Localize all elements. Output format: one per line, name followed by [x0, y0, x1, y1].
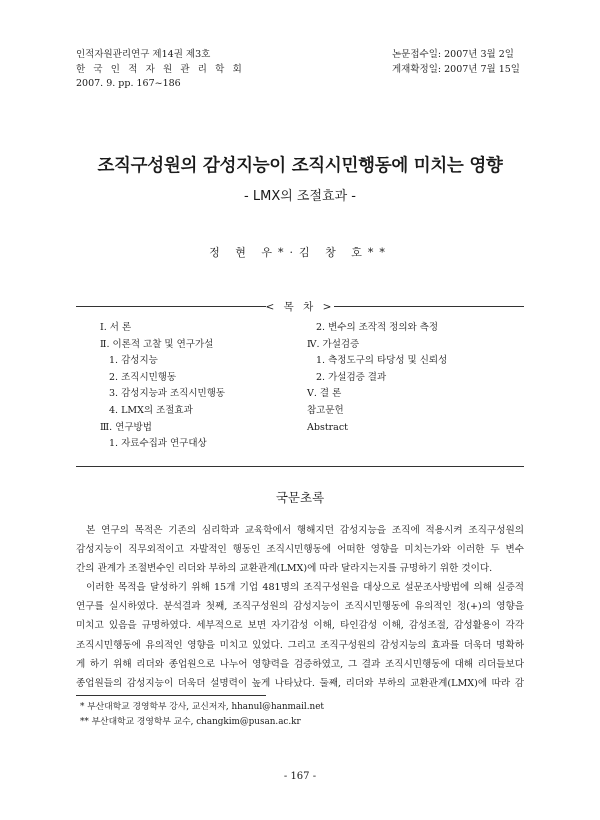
- toc-right-column: [307, 320, 447, 436]
- body-line: 본 연구의 목적은 기존의 심리학과 교육학에서 행해지던 감성지능을 조직에 적용시켜 조직구성원의: [86, 525, 524, 536]
- toc-item: Abstract: [307, 421, 348, 433]
- toc-rule-bottom: [76, 466, 524, 467]
- toc-item: 1. 자료수집과 연구대상: [109, 438, 207, 450]
- body-line: 연구를 실시하였다. 분석결과 첫째, 조직구성원의 감성지능이 조직시민행동에 유의적인 정(+)의 영향을: [76, 601, 524, 613]
- body-line: 감성지능이 직무외적이고 자발적인 행동인 조직시민행동에 어떠한 영향을 미치는가와 이러한 두 변수: [76, 544, 524, 556]
- toc-item: Ⅳ. 가설검증: [307, 338, 360, 350]
- body-line: 간의 관계가 조절변수인 리더와 부하의 교환관계(LMX)에 따라 달라지는지를 규명하기 위한 것이다.: [76, 563, 493, 575]
- footnote-second-author: ** 부산대학교 경영학부 교수, changkim@pusan.ac.kr: [80, 717, 301, 727]
- toc-left-column: [100, 320, 225, 453]
- toc-item: Ⅰ. 서 론: [100, 322, 132, 333]
- toc-item: 2. 조직시민행동: [109, 371, 177, 383]
- toc-item: 1. 감성지능: [109, 355, 158, 367]
- toc-item: Ⅱ. 이론적 고찰 및 연구가설: [100, 338, 214, 350]
- footnotes: [80, 700, 324, 730]
- toc-item: 2. 변수의 조작적 정의와 측정: [316, 322, 439, 333]
- society-name: 한 국 인 적 자 원 관 리 학 회: [76, 63, 245, 75]
- abstract-title: 국문초록: [275, 490, 325, 505]
- submission-dates: [392, 48, 520, 77]
- page-number: - 167 -: [283, 771, 317, 782]
- toc-item: 참고문헌: [307, 404, 344, 416]
- journal-info: [76, 48, 244, 92]
- journal-pages: 2007. 9. pp. 167~186: [76, 78, 181, 89]
- toc-item: 1. 측정도구의 타당성 및 신뢰성: [316, 355, 448, 367]
- toc-item: 4. LMX의 조절효과: [109, 404, 193, 416]
- body-line: 미치고 있음을 규명하였다. 세부적으로 보면 자기감성 이해, 타인감성 이해, 감성조절, 감성활용이 각각: [76, 620, 524, 632]
- authors: 정 현 우*·김 창 호**: [209, 246, 391, 259]
- accepted-date: 게재확정일: 2007년 7월 15일: [392, 63, 520, 75]
- footnote-rule: [76, 695, 266, 696]
- abstract-body: [76, 521, 524, 693]
- footnote-first-author: * 부산대학교 경영학부 강사, 교신저자, hhanul@hanmail.net: [80, 702, 324, 712]
- paper-subtitle: - LMX의 조절효과 -: [244, 189, 356, 204]
- toc-item: 2. 가설검증 결과: [316, 371, 387, 383]
- paper-title: 조직구성원의 감성지능이 조직시민행동에 미치는 영향: [97, 156, 503, 176]
- toc-heading: < 목 차 >: [265, 301, 335, 313]
- body-line: 조직시민행동에 유의적인 영향을 미치고 있었다. 그리고 조직구성원의 감성지능의 효과를 더욱더 명확하: [76, 639, 524, 651]
- toc-item: Ⅴ. 결 론: [307, 388, 342, 400]
- received-date: 논문접수일: 2007년 3월 2일: [392, 49, 514, 60]
- body-line: 게 하기 위해 리더와 종업원으로 나누어 영향력을 검증하였고, 그 결과 조직시민행동에 대해 리더들보다: [76, 658, 524, 670]
- toc-item: 3. 감성지능과 조직시민행동: [109, 388, 226, 400]
- body-line: 이러한 목적을 달성하기 위해 15개 기업 481명의 조직구성원을 대상으로 설문조사방법에 의해 실증적: [86, 582, 524, 594]
- journal-name: 인적자원관리연구 제14권 제3호: [76, 49, 211, 60]
- body-line: 종업원들의 감성지능이 더욱더 설명력이 높게 나타났다. 둘째, 리더와 부하의 교환관계(LMX)에 따라 감: [76, 677, 524, 689]
- toc-item: Ⅲ. 연구방법: [100, 421, 152, 433]
